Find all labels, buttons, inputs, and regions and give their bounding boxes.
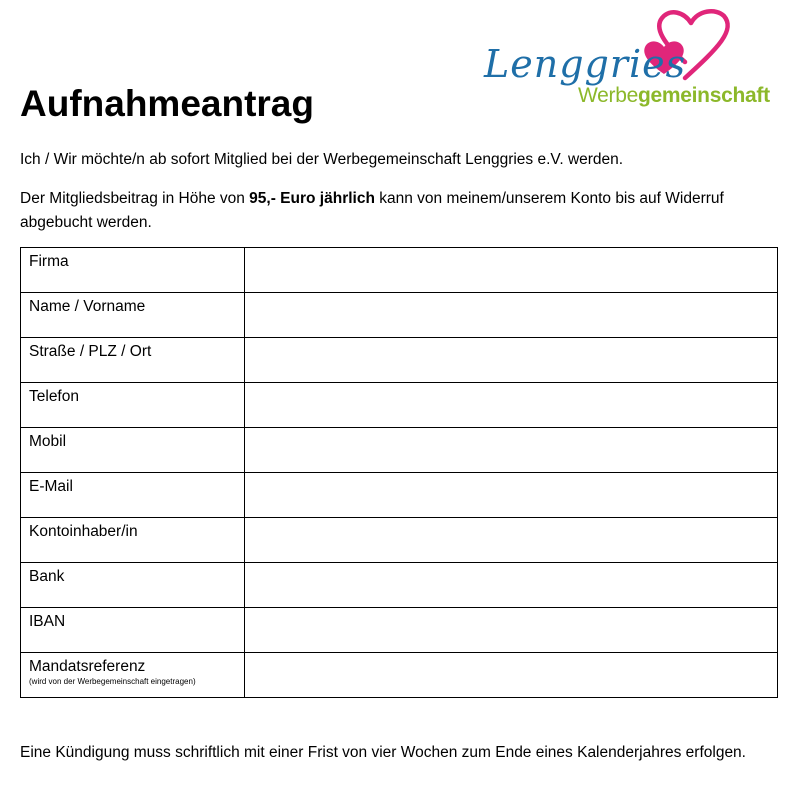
- form-row-phone: [21, 383, 778, 428]
- fee-amount: 95,- Euro jährlich: [249, 190, 375, 207]
- field-input-firma[interactable]: [245, 248, 778, 293]
- form-row-account-holder: [21, 518, 778, 563]
- logo: [478, 4, 778, 110]
- field-input-mobile[interactable]: [245, 428, 778, 473]
- logo-subtitle-bold: gemeinschaft: [637, 84, 770, 107]
- form-row-mobile: [21, 428, 778, 473]
- field-input-bank[interactable]: [245, 563, 778, 608]
- field-label-iban: IBAN: [21, 608, 245, 653]
- field-input-phone[interactable]: [245, 383, 778, 428]
- form-row-iban: [21, 608, 778, 653]
- page-title: Aufnahmeantrag: [20, 83, 314, 124]
- field-label-email: E-Mail: [21, 473, 245, 518]
- field-input-address[interactable]: [245, 338, 778, 383]
- form-row-name: [21, 293, 778, 338]
- field-label-firma: Firma: [21, 248, 245, 293]
- field-label-mobile: Mobil: [21, 428, 245, 473]
- field-label-address: Straße / PLZ / Ort: [21, 338, 245, 383]
- logo-subtitle-regular: Werbe: [578, 84, 638, 107]
- form-row-mandate-reference: [21, 653, 778, 698]
- field-input-iban[interactable]: [245, 608, 778, 653]
- field-input-name[interactable]: [245, 293, 778, 338]
- field-input-email[interactable]: [245, 473, 778, 518]
- intro-membership-text: Ich / Wir möchte/n ab sofort Mitglied bei der Werbegemeinschaft Lenggries e.V. werden.: [20, 151, 624, 168]
- field-input-account-holder[interactable]: [245, 518, 778, 563]
- fee-text-before: Der Mitgliedsbeitrag in Höhe von: [20, 190, 250, 207]
- intro-fee-text: [20, 187, 780, 235]
- logo-wordmark: Lenggries: [484, 42, 687, 86]
- field-label-name: Name / Vorname: [21, 293, 245, 338]
- application-form-table: [20, 247, 778, 698]
- field-input-mandate-reference[interactable]: [245, 653, 778, 698]
- form-row-firma: [21, 248, 778, 293]
- field-label-mandate-reference: [21, 653, 245, 698]
- form-row-address: [21, 338, 778, 383]
- field-label-phone: Telefon: [21, 383, 245, 428]
- field-label-bank: Bank: [21, 563, 245, 608]
- field-label-account-holder: Kontoinhaber/in: [21, 518, 245, 563]
- logo-subtitle: [578, 84, 770, 108]
- fee-text-after: kann von meinem/unserem Konto bis auf Widerruf abgebucht werden.: [20, 190, 724, 231]
- form-row-bank: [21, 563, 778, 608]
- form-row-email: [21, 473, 778, 518]
- mandate-reference-note: (wird von der Werbegemeinschaft eingetragen): [29, 677, 196, 686]
- mandate-reference-label: Mandatsreferenz: [29, 658, 146, 675]
- cancellation-notice: Eine Kündigung muss schriftlich mit einer Frist von vier Wochen zum Ende eines Kalenderjahres erfolgen.: [20, 744, 746, 761]
